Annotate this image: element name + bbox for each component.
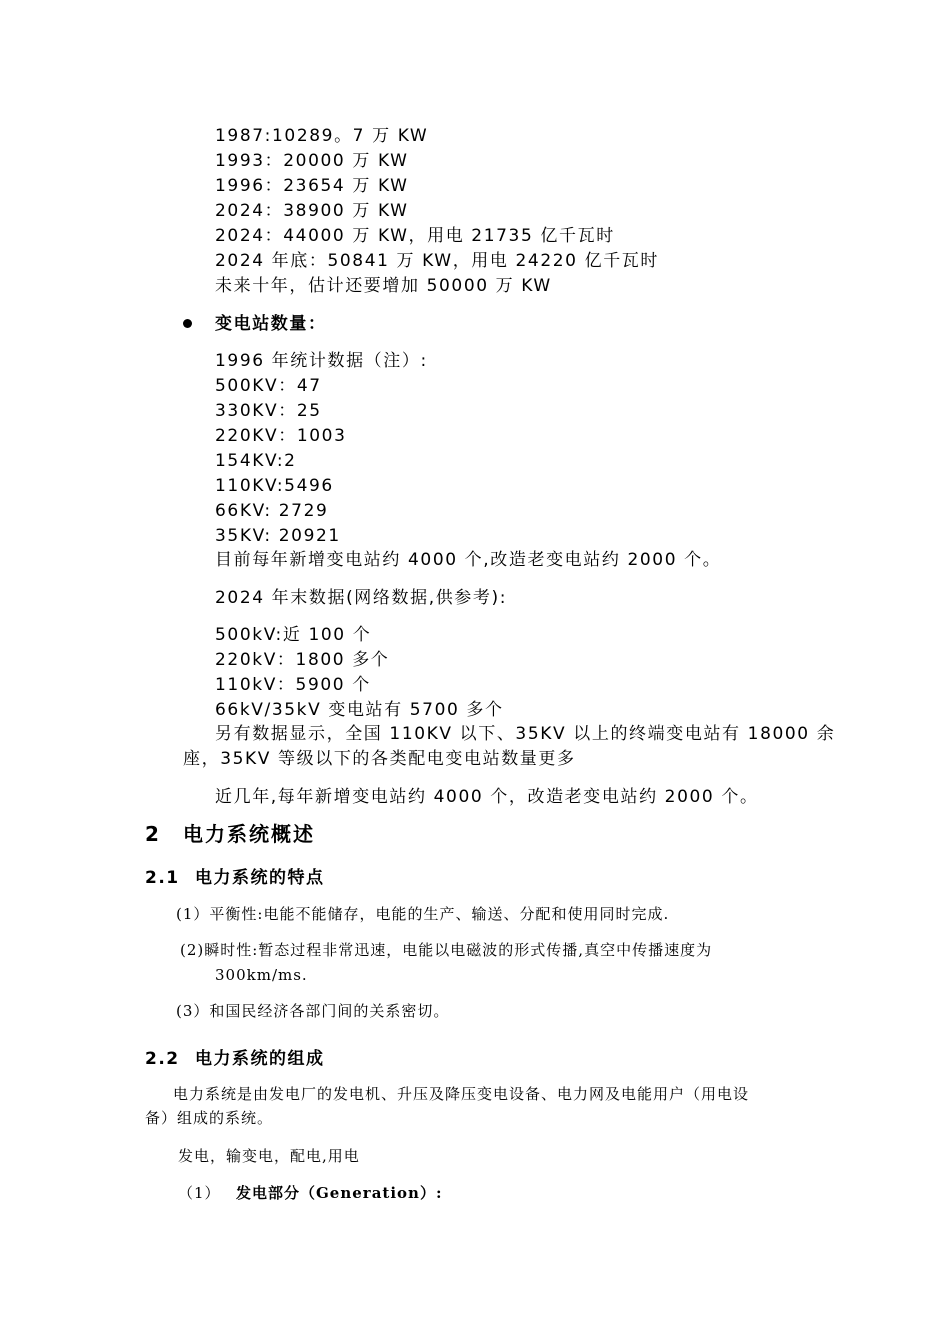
stats-1996-row: 330KV：25 [215,401,322,421]
stats-2024-row: 66kV/35kV 变电站有 5700 多个 [215,700,504,720]
section-number: 2 [145,822,161,846]
sub-item-number: （1） [178,1184,221,1202]
other-data-line: 另有数据显示，全国 110KV 以下、35KV 以上的终端变电站有 18000 余 [215,724,836,744]
system-parts: 发电，输变电，配电,用电 [178,1147,360,1165]
capacity-line: 2024：38900 万 KW [215,201,409,221]
feature-item: (3）和国民经济各部门间的关系密切。 [176,1002,450,1020]
substations-heading: 变电站数量： [215,314,327,334]
stats-2024-title: 2024 年末数据(网络数据,供参考): [215,588,508,608]
other-data-line: 座，35KV 等级以下的各类配电变电站数量更多 [183,749,576,769]
stats-1996-row: 110KV:5496 [215,476,334,496]
section-title: 电力系统概述 [183,822,315,846]
stats-1996-title: 1996 年统计数据（注）: [215,351,428,371]
subsection-title: 电力系统的组成 [195,1049,325,1069]
stats-2024-row: 220kV：1800 多个 [215,650,390,670]
stats-2024-row: 500kV:近 100 个 [215,625,372,645]
subsection-number: 2.1 [145,868,180,888]
stats-1996-row: 500KV：47 [215,376,322,396]
capacity-line: 1987:10289。7 万 KW [215,126,429,146]
composition-paragraph: 电力系统是由发电厂的发电机、升压及降压变电设备、电力网及电能用户（用电设 [173,1085,750,1103]
feature-item: (1）平衡性:电能不能储存，电能的生产、输送、分配和使用同时完成. [176,905,670,923]
capacity-line: 未来十年，估计还要增加 50000 万 KW [215,276,552,296]
feature-item: (2)瞬时性:暂态过程非常迅速，电能以电磁波的形式传播,真空中传播速度为 [180,941,713,959]
sub-item-title: 发电部分（Generation）: [236,1184,443,1202]
subsection-number: 2.2 [145,1049,180,1069]
stats-1996-row: 35KV: 20921 [215,526,341,546]
composition-paragraph-continued: 备）组成的系统。 [145,1109,274,1127]
subsection-title: 电力系统的特点 [195,868,325,888]
capacity-line: 2024：44000 万 KW，用电 21735 亿千瓦时 [215,226,615,246]
bullet-icon [183,319,192,328]
feature-item-continued: 300km/ms. [215,966,308,984]
capacity-line: 1996：23654 万 KW [215,176,409,196]
capacity-line: 2024 年底：50841 万 KW，用电 24220 亿千瓦时 [215,251,659,271]
yearly-note: 目前每年新增变电站约 4000 个,改造老变电站约 2000 个。 [215,550,722,570]
recent-note: 近几年,每年新增变电站约 4000 个，改造老变电站约 2000 个。 [215,787,759,807]
stats-1996-row: 220KV：1003 [215,426,347,446]
stats-2024-row: 110kV：5900 个 [215,675,371,695]
stats-1996-row: 154KV:2 [215,451,297,471]
stats-1996-row: 66KV: 2729 [215,501,329,521]
capacity-line: 1993：20000 万 KW [215,151,409,171]
